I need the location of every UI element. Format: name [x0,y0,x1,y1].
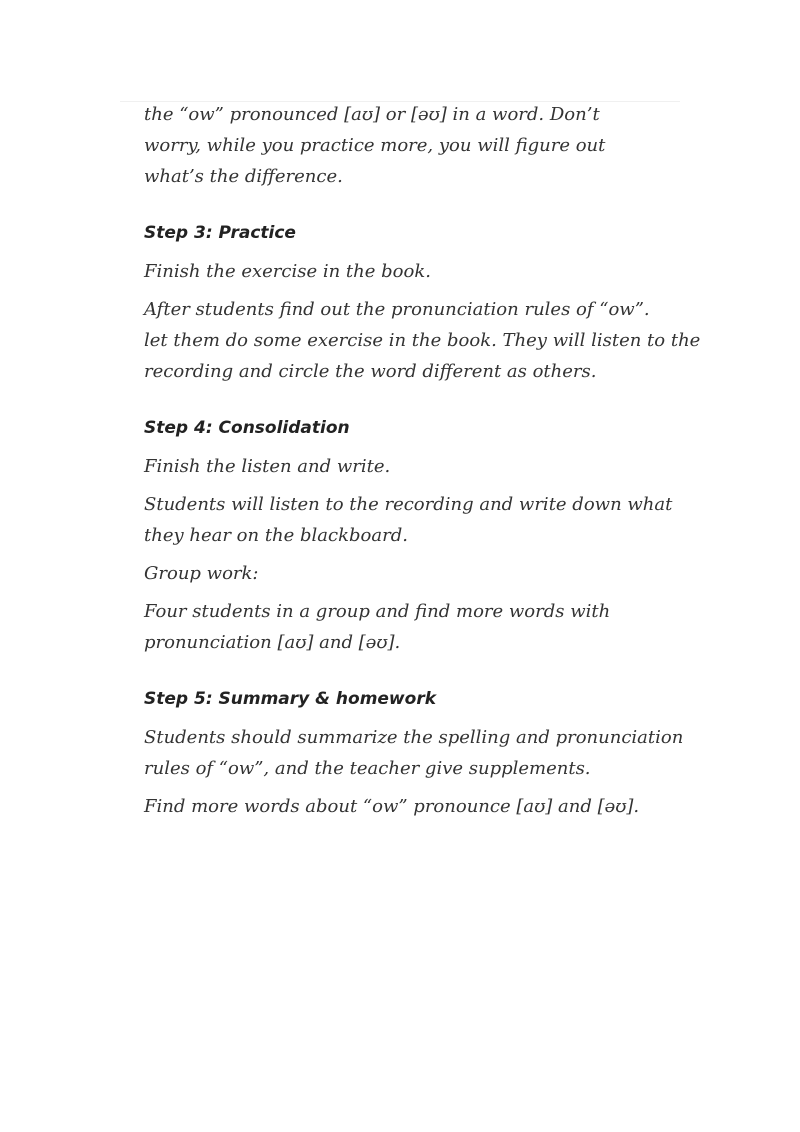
section-step-5 [144,684,684,822]
text-line: the “ow” pronounced [aʊ] or [əʊ] in a word. Don’t [144,104,600,125]
text-line: Finish the listen and write. [144,456,391,477]
text-line: rules of “ow”, and the teacher give supplements. [144,758,591,779]
text-line: recording and circle the word different as others. [144,361,597,382]
section-step-4 [144,413,674,658]
paragraph [144,722,684,784]
paragraph [144,558,674,589]
paragraph [144,489,674,551]
text-line: Find more words about “ow” pronounce [aʊ] and [əʊ]. [144,796,640,817]
text-line: Group work: [144,563,259,584]
text-line: Students will listen to the recording and write down what [144,494,673,515]
text-line: what’s the difference. [144,166,343,187]
paragraph [144,791,674,822]
paragraph [144,451,674,482]
intro-paragraph [144,99,674,192]
text-line: Finish the exercise in the book. [144,261,431,282]
section-heading: Step 5: Summary & homework [144,689,437,709]
paragraph [144,256,674,287]
section-heading: Step 3: Practice [144,223,296,243]
section-step-3 [144,218,701,387]
text-line: let them do some exercise in the book. They will listen to the [144,330,701,351]
section-heading: Step 4: Consolidation [144,418,350,438]
paragraph [144,294,701,387]
text-line: After students find out the pronunciation rules of “ow”. [144,299,650,320]
document-content [144,99,701,822]
text-line: worry, while you practice more, you will figure out [144,135,606,156]
text-line: Four students in a group and find more words with [144,601,611,622]
text-line: Students should summarize the spelling and pronunciation [144,727,684,748]
text-line: they hear on the blackboard. [144,525,408,546]
text-line: pronunciation [aʊ] and [əʊ]. [144,632,401,653]
paragraph [144,596,674,658]
